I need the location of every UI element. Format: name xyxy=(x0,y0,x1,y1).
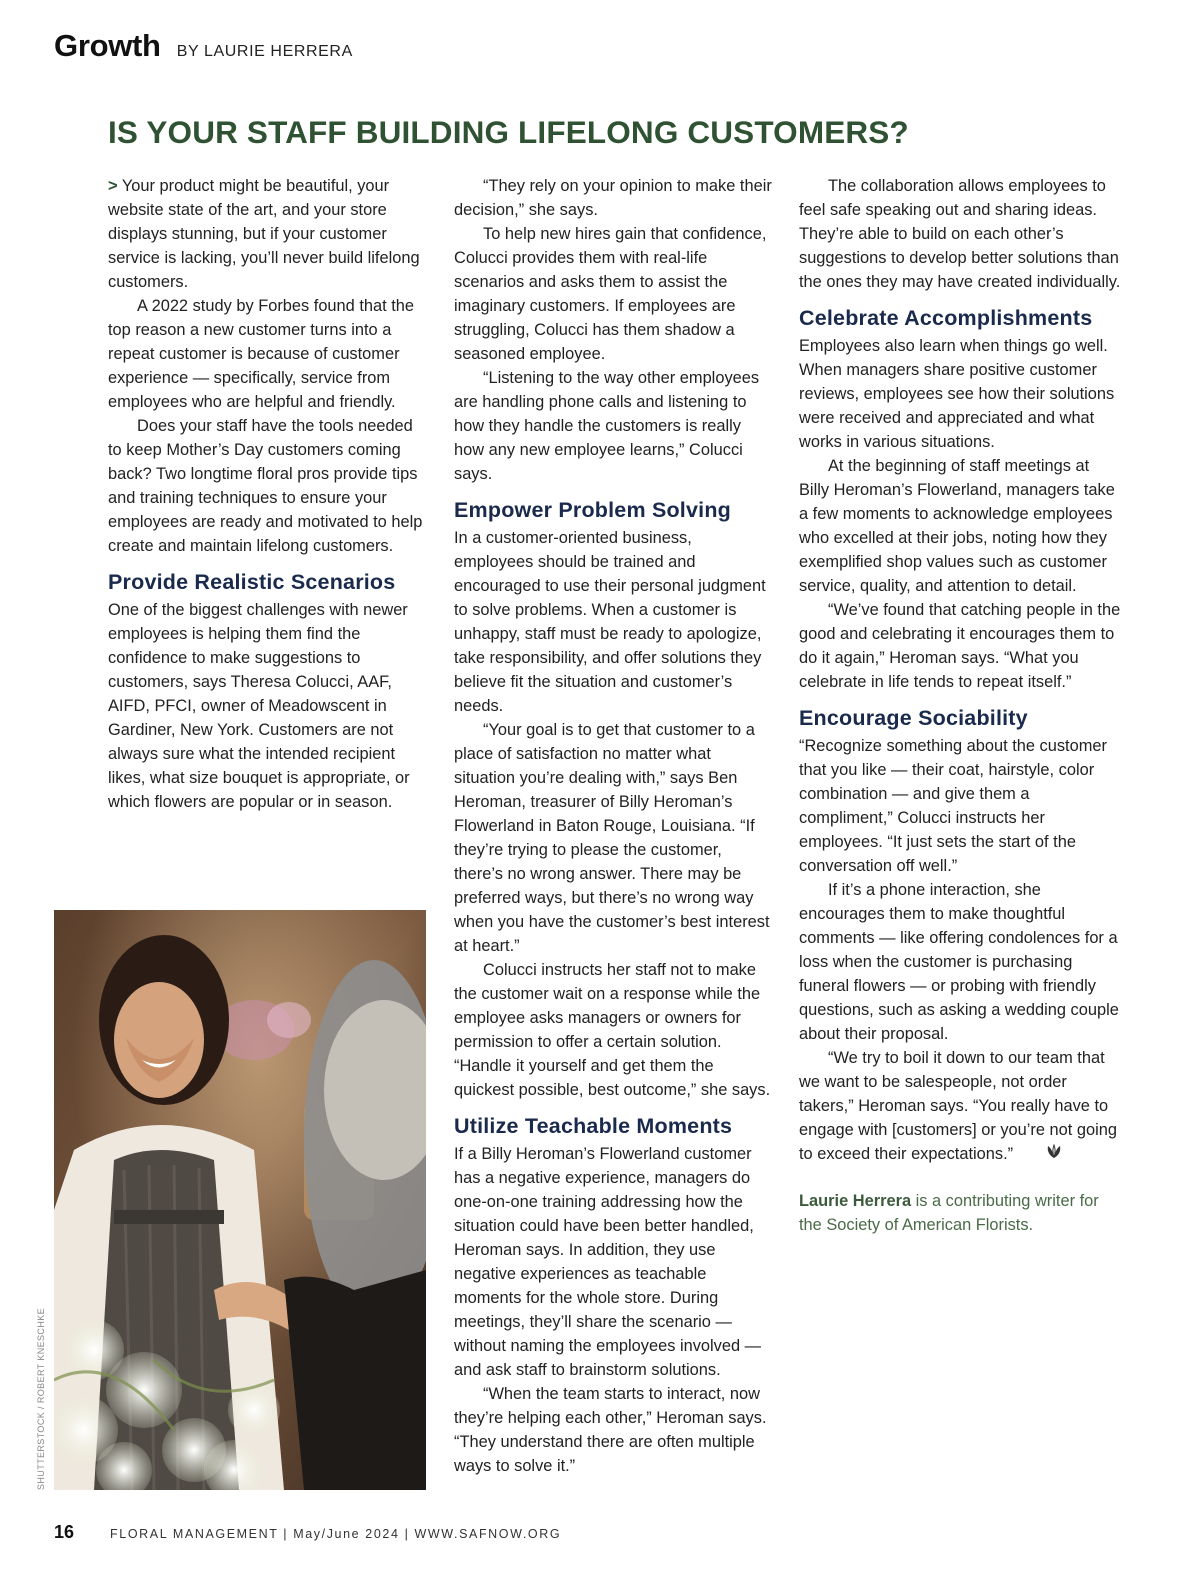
body-paragraph: The collaboration allows employees to feel safe speaking out and sharing ideas. They’re able to build on each other’s suggestions to develop better solutions than the ones they may have created individually. xyxy=(799,177,1121,291)
body-paragraph: “Recognize something about the customer that you like — their coat, hairstyle, color combination — and give them a compliment,” Colucci instructs her employees. “It just sets the start of the conversation off well.” xyxy=(799,737,1107,875)
body-paragraph: If a Billy Heroman’s Flowerland customer has a negative experience, managers do one-on-one training addressing how the situation could have been better handled, Heroman says. In addition, they use negative experiences as teachable moments for the whole store. During meetings, they’ll share the scenario — without naming the employees involved — and ask staff to brainstorm solutions. xyxy=(454,1145,762,1379)
subhead-encourage-sociability: Encourage Sociability xyxy=(799,706,1028,730)
section-header xyxy=(54,28,353,64)
page-number: 16 xyxy=(54,1522,75,1542)
section-name: Growth xyxy=(54,28,161,63)
body-paragraph: Does your staff have the tools needed to keep Mother’s Day customers coming back? Two longtime floral pros provide tips and training techniques to ensure your employees are ready and motivated to help create and maintain lifelong customers. xyxy=(108,417,423,555)
photo-credit: SHUTTERSTOCK / ROBERT KNESCHKE xyxy=(36,1307,46,1490)
body-paragraph: One of the biggest challenges with newer employees is helping them find the confidence to make suggestions to customers, says Theresa Colucci, AAF, AIFD, PFCI, owner of Meadowscent in Gardiner, New York. Customers are not always sure what the intended recipient likes, what size bouquet is appropriate, or which flowers are popular or in season. xyxy=(108,601,410,811)
body-paragraph: In a customer-oriented business, employees should be trained and encouraged to use their personal judgment to solve problems. When a customer is unhappy, staff must be ready to apologize, take responsibility, and offer solutions they believe fit the situation and customer’s needs. xyxy=(454,529,766,715)
intro-paragraph xyxy=(108,174,426,294)
article-photo xyxy=(54,910,426,1490)
body-paragraph: “We’ve found that catching people in the good and celebrating it encourages them to do it again,” Heroman says. “What you celebrate in life tends to repeat itself.” xyxy=(799,601,1121,691)
body-paragraph: “When the team starts to interact, now they’re helping each other,” Heroman says. “They understand there are often multiple ways to solve it.” xyxy=(454,1385,767,1475)
subhead-celebrate-accomplishments: Celebrate Accomplishments xyxy=(799,306,1093,330)
body-paragraph: “Your goal is to get that customer to a place of satisfaction no matter what situation you’re dealing with,” says Ben Heroman, treasurer of Billy Heroman’s Flowerland in Baton Rouge, Louisiana. “If they’re trying to please the customer, there’s no wrong answer. There may be preferred ways, but there’s no wrong way when you have the customer’s best interest at heart.” xyxy=(454,721,770,955)
bio-author-name: Laurie Herrera xyxy=(799,1192,912,1210)
author-bio xyxy=(799,1189,1121,1237)
page-footer xyxy=(54,1522,561,1543)
bio-text: is a contributing writer for the Society of American Florists. xyxy=(799,1192,1099,1234)
subhead-realistic-scenarios: Provide Realistic Scenarios xyxy=(108,570,396,594)
intro-text: Your product might be beautiful, your website state of the art, and your store displays stunning, but if your customer service is lacking, you’ll never build lifelong customers. xyxy=(108,177,420,291)
column-2 xyxy=(454,174,772,1478)
column-1 xyxy=(108,174,426,814)
saf-logo-icon xyxy=(1017,1143,1062,1167)
body-paragraph: Employees also learn when things go well. When managers share positive customer reviews, employees see how their solutions were received and appreciated and what works in various situations. xyxy=(799,337,1115,451)
subhead-teachable-moments: Utilize Teachable Moments xyxy=(454,1114,733,1138)
subhead-empower-problem-solving: Empower Problem Solving xyxy=(454,498,731,522)
column-3 xyxy=(799,174,1121,1237)
body-paragraph xyxy=(799,1046,1121,1167)
arrow-icon: > xyxy=(108,177,118,195)
body-paragraph: “They rely on your opinion to make their decision,” she says. xyxy=(454,177,772,219)
body-paragraph: If it’s a phone interaction, she encourages them to make thoughtful comments — like offering condolences for a loss when the customer is purchasing funeral flowers — or probing with friendly questions, such as asking a wedding couple about their proposal. xyxy=(799,881,1119,1043)
article-headline: IS YOUR STAFF BUILDING LIFELONG CUSTOMERS? xyxy=(108,114,909,150)
body-paragraph: Colucci instructs her staff not to make the customer wait on a response while the employee asks managers or owners for permission to offer a certain solution. “Handle it yourself and get them the quickest possible, best outcome,” she says. xyxy=(454,961,771,1099)
body-paragraph: “Listening to the way other employees are handling phone calls and listening to how they handle the customers is really how any new employee learns,” Colucci says. xyxy=(454,369,760,483)
body-paragraph: To help new hires gain that confidence, Colucci provides them with real-life scenarios and asks them to assist the imaginary customers. If employees are struggling, Colucci has them shadow a seasoned employee. xyxy=(454,225,767,363)
folio-text: FLORAL MANAGEMENT | May/June 2024 | WWW.SAFNOW.ORG xyxy=(110,1527,562,1541)
body-paragraph: A 2022 study by Forbes found that the top reason a new customer turns into a repeat customer is because of customer experience — specifically, service from employees who are helpful and friendly. xyxy=(108,297,415,411)
body-paragraph: At the beginning of staff meetings at Billy Heroman’s Flowerland, managers take a few moments to acknowledge employees who excelled at their jobs, noting how they exemplified shop values such as customer service, quality, and attention to detail. xyxy=(799,457,1115,595)
byline: BY LAURIE HERRERA xyxy=(176,43,353,60)
closing-text: “We try to boil it down to our team that we want to be salespeople, not order takers,” Heroman says. “You really have to engage with [customers] or you’re not going to exceed their expectations.” xyxy=(799,1049,1117,1163)
